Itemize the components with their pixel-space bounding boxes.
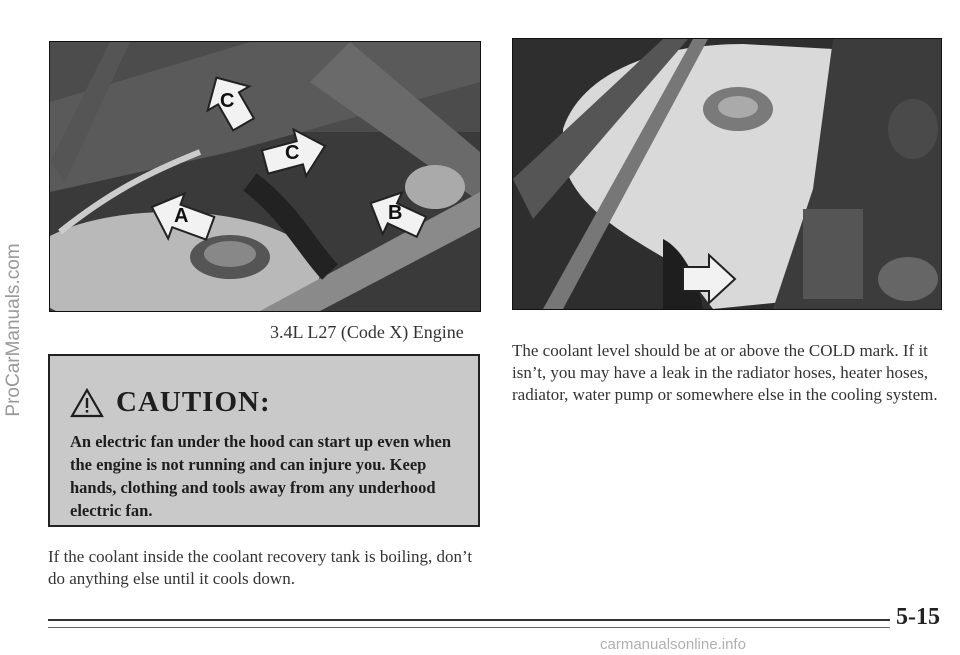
coolant-tank-photo	[512, 38, 942, 310]
side-watermark	[0, 0, 28, 655]
footer-rule-thin	[48, 627, 890, 628]
side-watermark-text: ProCarManuals.com	[3, 243, 24, 417]
callout-a: A	[174, 205, 189, 227]
bottom-watermark: carmanualsonline.info	[600, 636, 746, 653]
page-number: 5-15	[896, 604, 940, 630]
footer-rule	[48, 619, 890, 621]
warning-triangle-icon	[70, 388, 104, 418]
caution-text: An electric fan under the hood can start up even when the engine is not running and can injure you. Keep hands, clothing and tools away from any underhood electric fan.	[70, 432, 452, 520]
callout-c-lower: C	[285, 142, 300, 164]
coolant-level-paragraph: The coolant level should be at or above the COLD mark. If it isn’t, you may have a leak in the radiator hoses, heater hoses, radiator, water pump or somewhere else in the cooling system.	[512, 341, 938, 404]
photo-caption: 3.4L L27 (Code X) Engine	[270, 322, 464, 342]
caution-box	[48, 354, 480, 527]
caution-title: CAUTION:	[116, 386, 271, 418]
callout-b: B	[388, 202, 403, 224]
boiling-warning-paragraph: If the coolant inside the coolant recovery tank is boiling, don’t do anything else until it cools down.	[48, 547, 473, 588]
engine-photo	[49, 41, 481, 312]
callout-c-upper: C	[220, 90, 235, 112]
